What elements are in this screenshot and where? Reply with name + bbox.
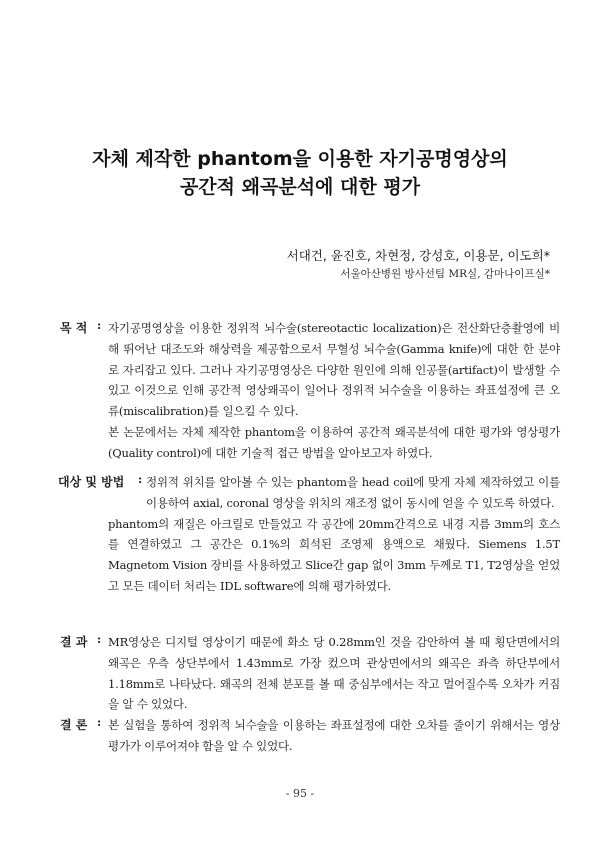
colon: : bbox=[97, 715, 102, 729]
colon: : bbox=[97, 632, 102, 646]
paragraph: phantom의 재질은 아크릴로 만들었고 각 공간에 20mm간격으로 내경 지름 3mm의 호스를 연결하였고 그 공간은 0.1%의 희석된 조영제 용액으로 채웠다. Siemens 1.5T Magnetom Vision 장비를 사용하였고 Slice간 gap 없이 3mm 두께로 T1, T2영상을 얻었고 모든 데이터 처리는 IDL software에 의해 평가하였다. bbox=[108, 516, 560, 593]
authors: 서대건, 윤진호, 차현정, 강성호, 이용문, 이도희* bbox=[286, 248, 550, 263]
paragraph: 자기공명영상을 이용한 정위적 뇌수술(stereotactic localization)은 전산화단층촬영에 비해 뛰어난 대조도와 해상력을 제공함으로서 무혈성 뇌수술(Gamma knife)에 대한 한 분야로 자리잡고 있다. 그러나 자기공명영상은 다양한 원인에 의해 인공물(artifact)이 발생할 수 있고 이것으로 인해 공간적 영상왜곡이 일어나 정위적 뇌수술을 이용하는 좌표설정에 큰 오류(miscalibration)를 일으킬 수 있다. bbox=[108, 321, 560, 419]
colon: : bbox=[97, 318, 102, 332]
section-body-methods bbox=[146, 472, 560, 514]
paragraph: MR영상은 디지털 영상이기 때문에 화소 당 0.28mm인 것을 감안하여 볼 때 횡단면에서의 왜곡은 우측 상단부에서 1.43mm로 가장 컸으며 관상면에서의 왜곡은 좌측 하단부에서 1.18mm로 나타났다. 왜곡의 전체 분포를 볼 때 중심부에서는 작고 멀어질수록 오차가 커짐을 알 수 있었다. bbox=[108, 635, 560, 712]
title-line-2: 공간적 왜곡분석에 대한 평가 bbox=[179, 176, 421, 198]
colon: : bbox=[138, 472, 143, 486]
paragraph: 본 실험을 통하여 정위적 뇌수술을 이용하는 좌표설정에 대한 오차를 줄이기 위해서는 영상평가가 이루어져야 함을 알 수 있었다. bbox=[108, 718, 560, 753]
page-number: - 95 - bbox=[285, 787, 315, 800]
section-body-methods-2 bbox=[108, 514, 560, 597]
section-body-results bbox=[108, 632, 560, 715]
paragraph: 본 논문에서는 자체 제작한 phantom을 이용하여 공간적 왜곡분석에 대한 평가와 영상평가(Quality control)에 대한 기술적 접근 방법을 알아보고자 하였다. bbox=[108, 424, 560, 460]
section-conclusion bbox=[60, 715, 560, 757]
section-label-purpose: 목 적 bbox=[60, 321, 88, 335]
section-label-methods: 대상 및 방법 bbox=[58, 475, 125, 489]
affiliation: 서울아산병원 방사선팀 MR실, 감마나이프실* bbox=[340, 268, 550, 280]
section-results bbox=[60, 632, 560, 715]
title-line-1: 자체 제작한 phantom을 이용한 자기공명영상의 bbox=[92, 148, 508, 170]
paragraph: 정위적 위치를 알아볼 수 있는 phantom을 head coil에 맞게 자체 제작하였고 이를 이용하여 axial, coronal 영상을 위치의 재조정 없이 동시에 얻을 수 있도록 하였다. bbox=[146, 475, 560, 510]
section-methods bbox=[60, 472, 560, 597]
section-body-purpose bbox=[108, 318, 560, 464]
section-label-results: 결 과 bbox=[60, 635, 88, 649]
section-purpose bbox=[60, 318, 560, 464]
section-label-conclusion: 결 론 bbox=[60, 718, 88, 732]
section-body-conclusion bbox=[108, 715, 560, 757]
